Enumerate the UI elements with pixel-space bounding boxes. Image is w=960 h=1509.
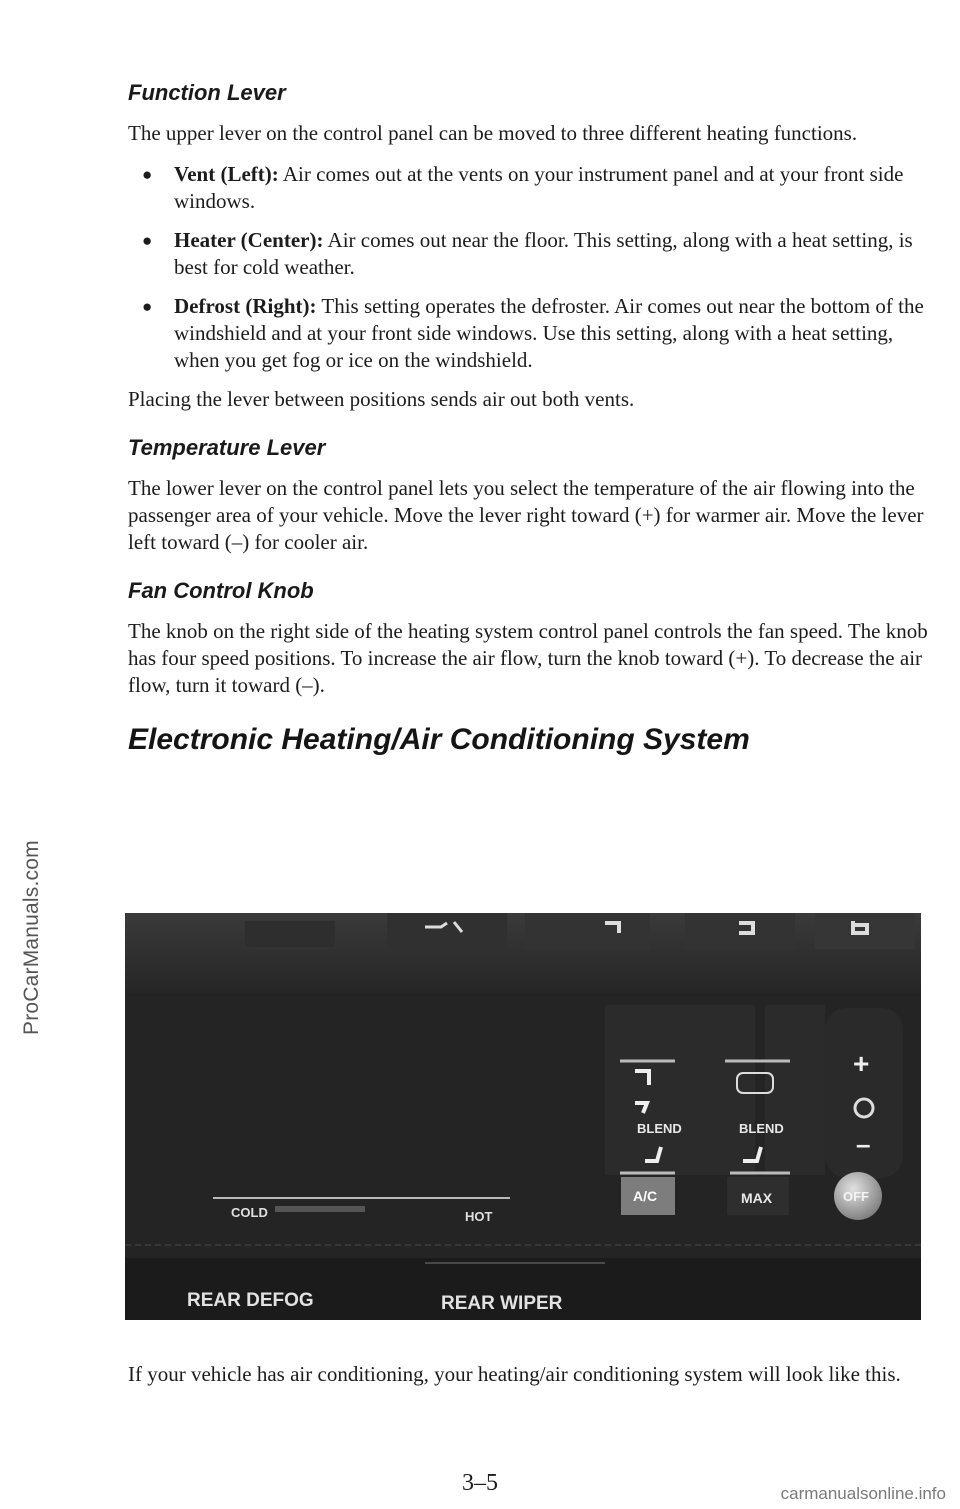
hot-label: HOT: [465, 1209, 493, 1224]
list-item-heater: [174, 227, 928, 281]
blend-label-1: BLEND: [637, 1121, 682, 1136]
side-watermark-text: ProCarManuals.com: [20, 840, 43, 1035]
term-heater: Heater (Center):: [174, 228, 324, 252]
function-list: [128, 161, 928, 374]
control-panel-photo: [125, 913, 921, 1320]
fan-plus: +: [853, 1048, 870, 1079]
photo-caption: If your vehicle has air conditioning, your heating/air conditioning system will look like this.: [128, 1362, 901, 1386]
fan-control-heading: Fan Control Knob: [128, 578, 314, 603]
cold-label: COLD: [231, 1205, 268, 1220]
ac-label: A/C: [633, 1188, 658, 1204]
fan-minus: –: [856, 1129, 871, 1159]
list-item-vent: [174, 161, 928, 215]
max-label: MAX: [741, 1190, 773, 1206]
function-lever-outro: Placing the lever between positions sends air out both vents.: [128, 387, 635, 411]
rear-wiper-label: REAR WIPER: [441, 1293, 563, 1314]
section-heading: Electronic Heating/Air Conditioning System: [128, 723, 750, 756]
temperature-lever-heading: Temperature Lever: [128, 435, 326, 460]
list-item-defrost: [174, 293, 928, 374]
top-button-2: [525, 913, 650, 949]
control-panel-illustration: [125, 913, 921, 1320]
desc-heater: Air comes out near the floor. This setting, along with a heat setting, is best for cold weather.: [174, 228, 913, 279]
blend-label-2: BLEND: [739, 1121, 784, 1136]
top-button-1: [387, 913, 507, 949]
desc-vent: Air comes out at the vents on your instrument panel and at your front side windows.: [174, 162, 904, 213]
fan-control-text: The knob on the right side of the heating system control panel controls the fan speed. The knob has four speed positions. To increase the air flow, turn the knob toward (+). To decrease the air flow, turn it toward (–).: [128, 619, 928, 697]
page-number: 3–5: [462, 1470, 498, 1496]
function-lever-heading: Function Lever: [128, 80, 286, 105]
term-defrost: Defrost (Right):: [174, 294, 317, 318]
manual-content: [128, 80, 928, 757]
function-lever-intro: The upper lever on the control panel can be moved to three different heating functions.: [128, 121, 858, 145]
term-vent: Vent (Left):: [174, 162, 279, 186]
rear-defog-label: REAR DEFOG: [187, 1290, 314, 1311]
desc-defrost: This setting operates the defroster. Air comes out near the bottom of the windshield and at your front side windows. Use this setting, along with a heat setting, when you get fog or ice on the windshield.: [174, 294, 924, 372]
off-label: OFF: [843, 1189, 869, 1204]
temperature-lever-text: The lower lever on the control panel lets you select the temperature of the air flowing into the passenger area of your vehicle. Move the lever right toward (+) for warmer air. Move the lever left toward (–) for cooler air.: [128, 476, 924, 554]
bottom-watermark: carmanualsonline.info: [780, 1484, 946, 1503]
temperature-slider-thumb: [275, 1206, 365, 1212]
